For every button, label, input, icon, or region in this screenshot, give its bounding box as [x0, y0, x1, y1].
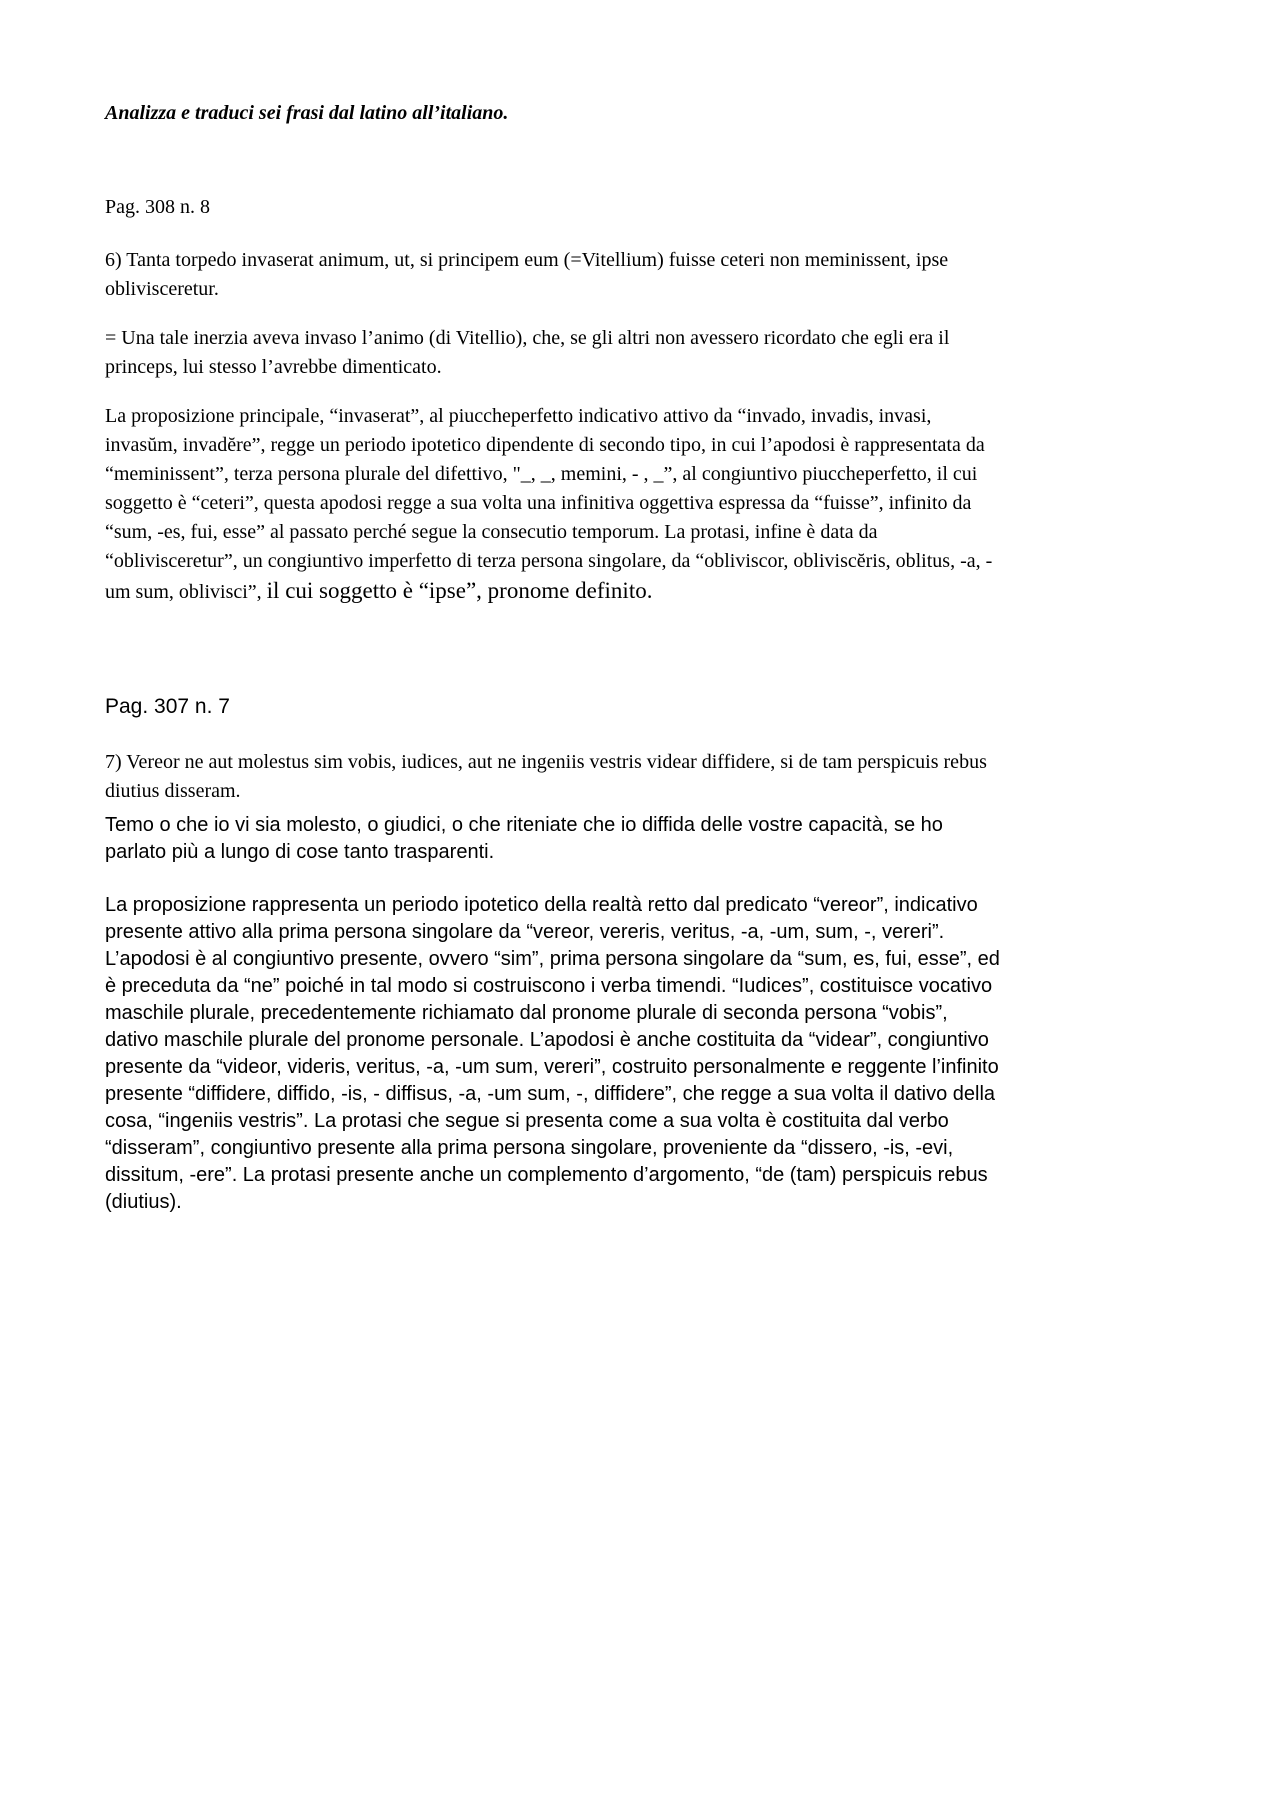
translation-sentence-7: Temo o che io vi sia molesto, o giudici, o che riteniate che io diffida delle vostre capacità, se ho parlato più a lungo di cose tanto trasparenti.	[105, 814, 943, 863]
section-heading-pag-307: Pag. 307 n. 7	[105, 695, 230, 718]
latin-sentence-6: 6) Tanta torpedo invaserat animum, ut, si principem eum (=Vitellium) fuisse ceteri non meminissent, ipse oblivisceretur.	[105, 249, 949, 300]
analysis-sentence-6-ending: il cui soggetto è “ipse”, pronome definito.	[266, 578, 653, 603]
analysis-sentence-6-main: La proposizione principale, “invaserat”, al piuccheperfetto indicativo attivo da “invado, invadis, invasi, invasŭm, invadĕre”, regge un periodo ipotetico dipendente di secondo tipo, in cui l’apodosi è rappresentata da “meminissent”, terza persona plurale del difettivo, "_, _, memini, - , _”, al congiuntivo piuccheperfetto, il cui soggetto è “ceteri”, questa apodosi regge a sua volta una infinitiva oggettiva espressa da “fuisse”, infinito da “sum, -es, fui, esse” al passato perché segue la consecutio temporum. La protasi, infine è data da “oblivisceretur”, un congiuntivo imperfetto di terza persona singolare, da “obliviscor, obliviscĕris, oblitus, -a, -um sum, oblivisci”,	[105, 405, 993, 603]
section-heading-pag-308: Pag. 308 n. 8	[105, 196, 210, 218]
latin-sentence-7: 7) Vereor ne aut molestus sim vobis, iudices, aut ne ingeniis vestris videar diffidere, si de tam perspicuis rebus diutius disseram.	[105, 751, 987, 802]
analysis-sentence-7: La proposizione rappresenta un periodo ipotetico della realtà retto dal predicato “vereor”, indicativo presente attivo alla prima persona singolare da “vereor, vereris, veritus, -a, -um, sum, -, vereri”. L’apodosi è al congiuntivo presente, ovvero “sim”, prima persona singolare da “sum, es, fui, esse”, ed è preceduta da “ne” poiché in tal modo si costruiscono i verba timendi. “Iudices”, costituisce vocativo maschile plurale, precedentemente richiamato dal pronome plurale di seconda persona “vobis”, dativo maschile plurale del pronome personale. L’apodosi è anche costituita da “videar”, congiuntivo presente da “videor, videris, veritus, -a, -um sum, vereri”, costruito personalmente e reggente l’infinito presente “diffidere, diffido, -is, - diffisus, -a, -um sum, -, diffidere”, che regge a sua volta il dativo della cosa, “ingeniis vestris”. La protasi che segue si presenta come a sua volta è costituita dal verbo “disseram”, congiuntivo presente alla prima persona singolare, proveniente da “dissero, -is, -evi, dissitum, -ere”. La protasi presente anche un complemento d’argomento, “de (tam) perspicuis rebus (diutius).	[105, 894, 1000, 1213]
document-title: Analizza e traduci sei frasi dal latino all’italiano.	[105, 102, 509, 124]
analysis-sentence-6	[105, 402, 1000, 607]
translation-sentence-6: = Una tale inerzia aveva invaso l’animo (di Vitellio), che, se gli altri non avessero ricordato che egli era il princeps, lui stesso l’avrebbe dimenticato.	[105, 327, 950, 378]
